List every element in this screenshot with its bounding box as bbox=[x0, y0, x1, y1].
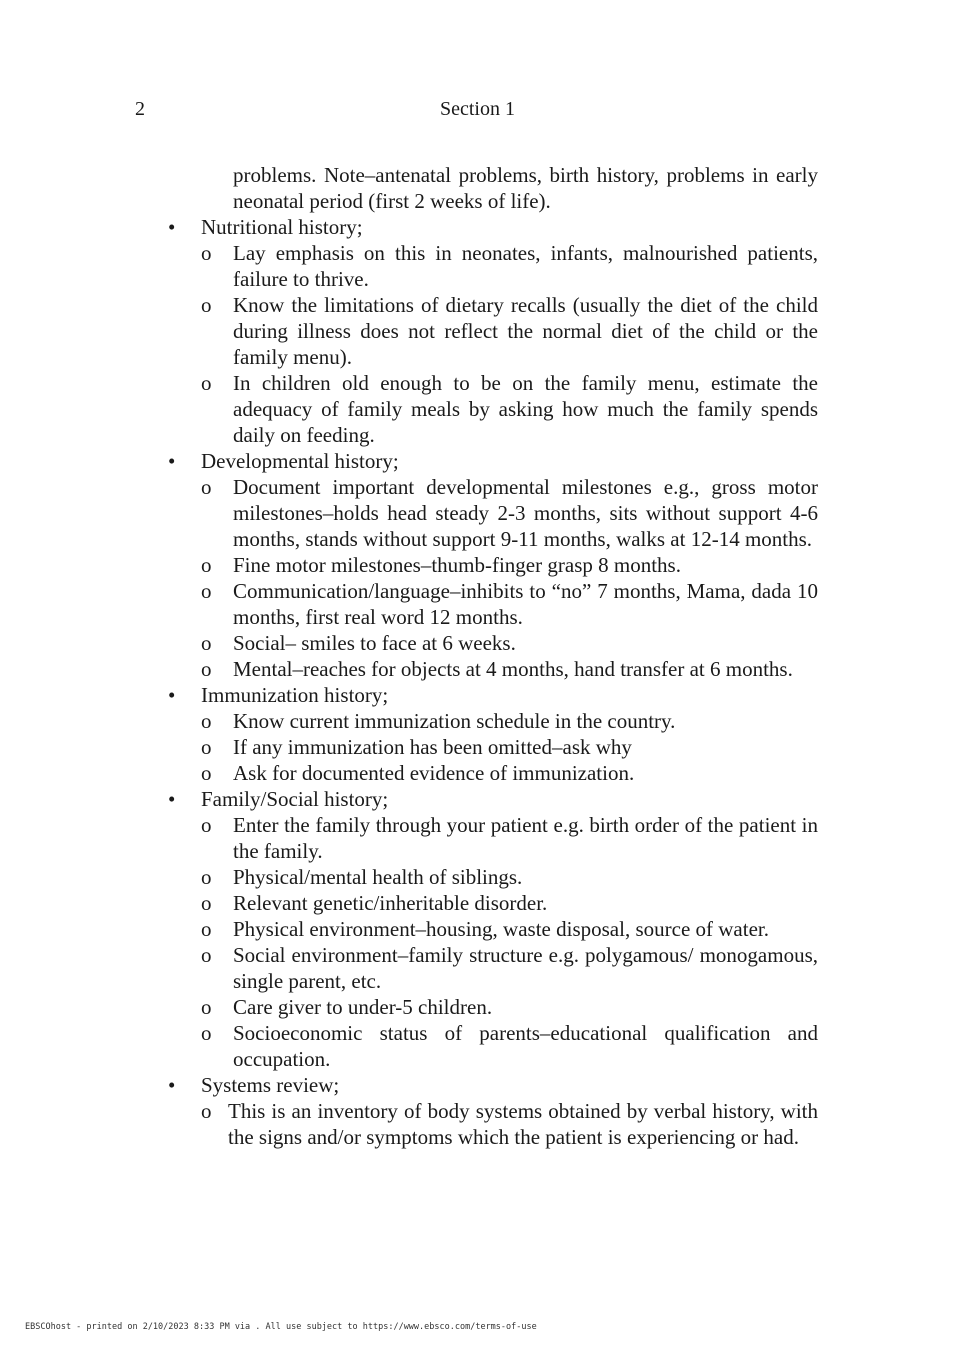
continuation-paragraph: problems. Note–antenatal problems, birth history, problems in early neonatal period (first 2 weeks of life). bbox=[233, 163, 818, 213]
list-item: o Relevant genetic/inheritable disorder. bbox=[201, 890, 818, 916]
footer-notice: EBSCOhost - printed on 2/10/2023 8:33 PM via . All use subject to https://www.ebsco.com/terms-of-use bbox=[25, 1322, 537, 1332]
page-number: 2 bbox=[135, 98, 145, 120]
sub-list bbox=[201, 240, 818, 448]
section-developmental bbox=[168, 448, 818, 682]
list-item: o Social– smiles to face at 6 weeks. bbox=[201, 630, 818, 656]
body-text bbox=[168, 162, 818, 1150]
list-item: o Fine motor milestones–thumb-finger grasp 8 months. bbox=[201, 552, 818, 578]
list-item: o In children old enough to be on the family menu, estimate the adequacy of family meals by asking how much the family spends daily on feeding. bbox=[201, 370, 818, 448]
section-family-social bbox=[168, 786, 818, 1072]
history-list bbox=[168, 214, 818, 1150]
section-title: • Systems review; bbox=[201, 1073, 340, 1097]
sub-list bbox=[201, 474, 818, 682]
list-item: o Care giver to under-5 children. bbox=[201, 994, 818, 1020]
list-item: o Physical/mental health of siblings. bbox=[201, 864, 818, 890]
section-immunization bbox=[168, 682, 818, 786]
list-item: o This is an inventory of body systems obtained by verbal history, with the signs and/or symptoms which the patient is experiencing or had. bbox=[201, 1098, 818, 1150]
sub-list bbox=[201, 812, 818, 1072]
list-item: o Document important developmental milestones e.g., gross motor milestones–holds head steady 2-3 months, sits without support 4-6 months, stands without support 9-11 months, walks at 12-14 months. bbox=[201, 474, 818, 552]
section-title: • Nutritional history; bbox=[201, 215, 363, 239]
sub-list bbox=[201, 708, 818, 786]
section-title: • Family/Social history; bbox=[201, 787, 389, 811]
section-nutritional bbox=[168, 214, 818, 448]
list-item: o Communication/language–inhibits to “no” 7 months, Mama, dada 10 months, first real word 12 months. bbox=[201, 578, 818, 630]
list-item: o If any immunization has been omitted–ask why bbox=[201, 734, 818, 760]
sub-list bbox=[201, 1098, 818, 1150]
running-head: Section 1 bbox=[440, 98, 515, 120]
section-title: • Developmental history; bbox=[201, 449, 399, 473]
list-item: o Physical environment–housing, waste disposal, source of water. bbox=[201, 916, 818, 942]
list-item: o Socioeconomic status of parents–educational qualification and occupation. bbox=[201, 1020, 818, 1072]
list-item: o Ask for documented evidence of immunization. bbox=[201, 760, 818, 786]
list-item: o Mental–reaches for objects at 4 months, hand transfer at 6 months. bbox=[201, 656, 818, 682]
section-title: • Immunization history; bbox=[201, 683, 389, 707]
list-item: o Lay emphasis on this in neonates, infants, malnourished patients, failure to thrive. bbox=[201, 240, 818, 292]
list-item: o Know current immunization schedule in the country. bbox=[201, 708, 818, 734]
list-item: o Enter the family through your patient e.g. birth order of the patient in the family. bbox=[201, 812, 818, 864]
section-systems-review bbox=[168, 1072, 818, 1150]
list-item: o Social environment–family structure e.g. polygamous/ monogamous, single parent, etc. bbox=[201, 942, 818, 994]
list-item: o Know the limitations of dietary recalls (usually the diet of the child during illness does not reflect the normal diet of the child or the family menu). bbox=[201, 292, 818, 370]
